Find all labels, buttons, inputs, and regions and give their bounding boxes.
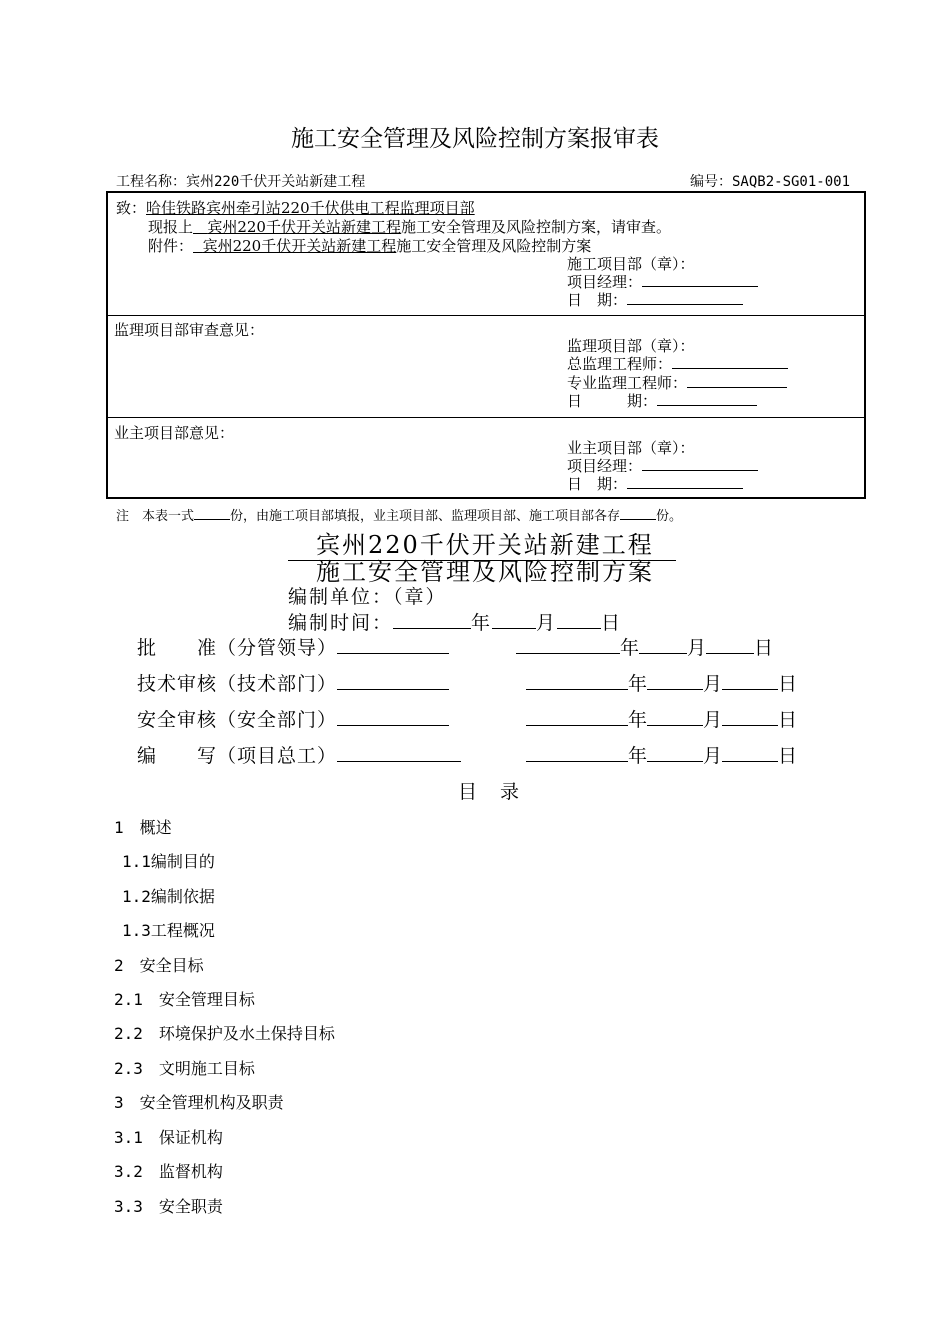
supervision-date-sign: 日 期： bbox=[567, 390, 757, 411]
safety-review-date: 年 月 日 bbox=[526, 705, 797, 732]
supervision-opinion-heading: 监理项目部审查意见： bbox=[114, 321, 265, 339]
specialty-supervisor-sign: 专业监理工程师： bbox=[567, 372, 787, 393]
attach-suffix: 施工安全管理及风险控制方案 bbox=[396, 237, 592, 255]
toc-item: 2 安全目标 bbox=[114, 956, 204, 975]
tech-review-row: 技术审核（技术部门） bbox=[137, 669, 449, 696]
toc-item: 2.3 文明施工目标 bbox=[114, 1059, 255, 1078]
date-sign: 日 期： bbox=[567, 289, 743, 310]
table-divider bbox=[108, 417, 864, 418]
toc-item: 3.2 监督机构 bbox=[114, 1162, 223, 1181]
approval-row: 批 准（分管领导） bbox=[137, 633, 449, 660]
toc-item: 1.2编制依据 bbox=[122, 887, 215, 906]
to-line bbox=[116, 197, 475, 218]
author-row: 编 写（项目总工） bbox=[137, 741, 461, 768]
toc-item: 1 概述 bbox=[114, 818, 172, 837]
report-line bbox=[148, 216, 671, 237]
toc-item: 3.1 保证机构 bbox=[114, 1128, 223, 1147]
approval-date: 年 月 日 bbox=[516, 633, 773, 660]
attach-project: 宾州220千伏开关站新建工程 bbox=[202, 237, 397, 255]
author-date: 年 月 日 bbox=[526, 741, 797, 768]
owner-date-sign: 日 期： bbox=[567, 473, 743, 494]
toc-heading: 目 录 bbox=[458, 781, 522, 803]
toc-item: 3 安全管理机构及职责 bbox=[114, 1093, 284, 1112]
to-org: 哈佳铁路宾州牵引站220千伏供电工程监理项目部 bbox=[146, 199, 475, 217]
cover-project-title: 宾州220千伏开关站新建工程 bbox=[288, 525, 676, 561]
report-suffix: 施工安全管理及风险控制方案，请审查。 bbox=[400, 218, 671, 236]
toc-item: 1.1编制目的 bbox=[122, 852, 215, 871]
owner-opinion-heading: 业主项目部意见： bbox=[114, 424, 235, 442]
toc-item: 2.1 安全管理目标 bbox=[114, 990, 255, 1009]
owner-dept-stamp: 业主项目部（章）： bbox=[567, 439, 695, 457]
form-note: 注 本表一式 份，由施工项目部填报，业主项目部、监理项目部、施工项目部各存 份。 bbox=[116, 509, 683, 524]
project-manager-sign: 项目经理： bbox=[567, 271, 758, 292]
construction-dept-stamp: 施工项目部（章）： bbox=[567, 255, 695, 273]
to-prefix: 致： bbox=[116, 199, 147, 217]
compile-time: 编制时间： 年 月 日 bbox=[288, 612, 623, 634]
report-project: 宾州220千伏开关站新建工程 bbox=[207, 218, 401, 236]
form-title: 施工安全管理及风险控制方案报审表 bbox=[291, 126, 659, 152]
toc-item: 2.2 环境保护及水土保持目标 bbox=[114, 1024, 335, 1043]
owner-manager-sign: 项目经理： bbox=[567, 455, 758, 476]
table-divider bbox=[108, 315, 864, 316]
toc-item: 3.3 安全职责 bbox=[114, 1197, 223, 1216]
project-name-label: 工程名称：宾州220千伏开关站新建工程 bbox=[116, 174, 366, 190]
cover-plan-title: 施工安全管理及风险控制方案 bbox=[316, 558, 654, 586]
report-prefix: 现报上 bbox=[148, 218, 194, 236]
attach-prefix: 附件： bbox=[148, 237, 194, 255]
chief-supervisor-sign: 总监理工程师： bbox=[567, 353, 788, 374]
safety-review-row: 安全审核（安全部门） bbox=[137, 705, 449, 732]
attach-line bbox=[148, 235, 591, 256]
form-code: 编号：SAQB2-SG01-001 bbox=[690, 174, 851, 190]
tech-review-date: 年 月 日 bbox=[526, 669, 797, 696]
supervision-dept-stamp: 监理项目部（章）： bbox=[567, 337, 695, 355]
toc-item: 1.3工程概况 bbox=[122, 921, 215, 940]
compile-org: 编制单位：（章） bbox=[288, 586, 447, 608]
